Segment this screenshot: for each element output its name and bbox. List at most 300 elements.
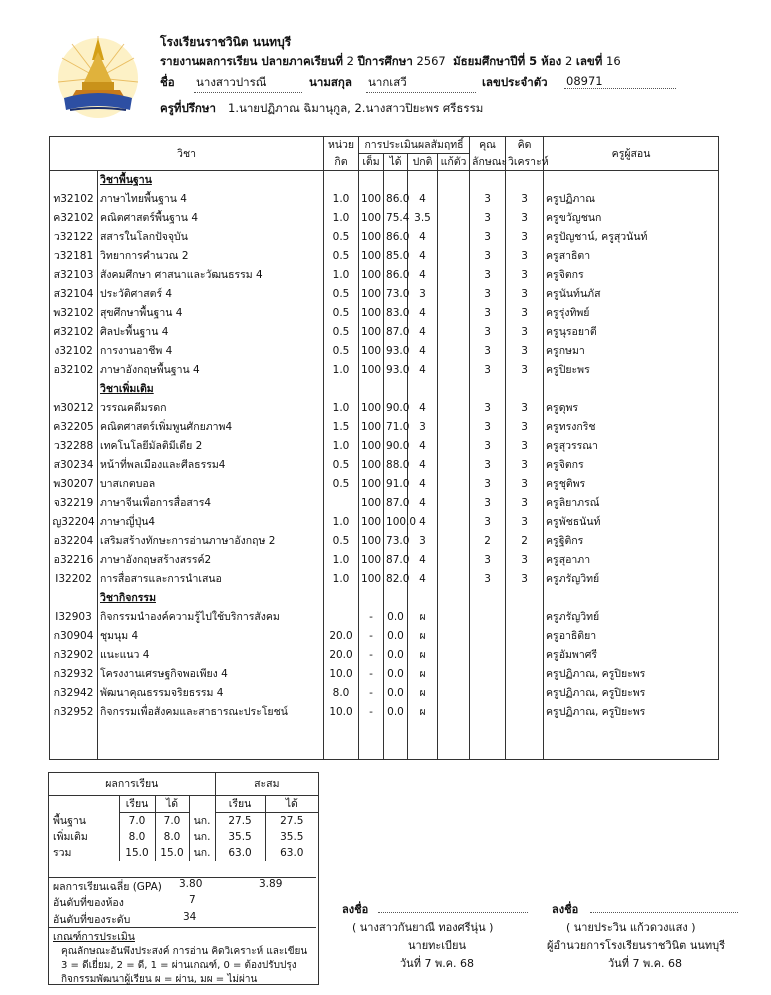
subject-name: การงานอาชีพ 4 [98, 342, 324, 361]
score-cell: 93.0 [384, 342, 408, 361]
subject-code: ส32104 [50, 285, 98, 304]
analysis-cell [506, 703, 544, 722]
report-prefix: รายงานผลการเรียน ปลายภาคเรียนที่ [160, 54, 343, 68]
subject-name: ชุมนุม 4 [98, 627, 324, 646]
character-cell: 3 [470, 285, 506, 304]
year-label: ปีการศึกษา [357, 54, 413, 68]
full-score-cell: - [359, 684, 384, 703]
subject-name: ประวัติศาสตร์ 4 [98, 285, 324, 304]
character-cell: 3 [470, 209, 506, 228]
score-cell: 0.0 [384, 703, 408, 722]
header-got: ได้ [384, 154, 408, 171]
analysis-cell: 3 [506, 437, 544, 456]
full-score-cell: 100 [359, 475, 384, 494]
full-score-cell: - [359, 703, 384, 722]
summary-unit-label: นก. [189, 829, 215, 845]
character-cell: 3 [470, 570, 506, 589]
teacher-cell: ครูจิตกร [544, 266, 719, 285]
remedial-cell [438, 304, 470, 323]
remedial-cell [438, 703, 470, 722]
analysis-cell: 3 [506, 418, 544, 437]
section-title: วิชาพื้นฐาน [98, 171, 324, 191]
summary-got-value: 15.0 [155, 845, 189, 861]
school-name: โรงเรียนราชวินิต นนทบุรี [160, 35, 292, 49]
full-score-cell: 100 [359, 285, 384, 304]
table-filler-row [50, 722, 719, 760]
credit-cell: 1.0 [324, 437, 359, 456]
remedial-cell [438, 551, 470, 570]
grade-cell: ผ [408, 646, 438, 665]
empty-cell [359, 589, 384, 608]
teacher-cell: ครูสุอาภา [544, 551, 719, 570]
grade-cell: 4 [408, 266, 438, 285]
full-score-cell: 100 [359, 361, 384, 380]
score-cell: 87.0 [384, 551, 408, 570]
teacher-cell: ครูทรงกริช [544, 418, 719, 437]
score-cell: 0.0 [384, 665, 408, 684]
remedial-cell [438, 570, 470, 589]
score-cell: 0.0 [384, 684, 408, 703]
subject-code: ญ32204 [50, 513, 98, 532]
teacher-cell: ครูดุพร [544, 399, 719, 418]
grade-cell: 4 [408, 570, 438, 589]
summary-got-value: 7.0 [155, 813, 189, 830]
table-row [50, 342, 719, 361]
remedial-cell [438, 684, 470, 703]
teacher-cell: ครูฐิติกร [544, 532, 719, 551]
subject-code: อ32204 [50, 532, 98, 551]
summary-got-value: 8.0 [155, 829, 189, 845]
name-value: นางสาวปารณี [194, 74, 302, 93]
subject-name: ภาษาอังกฤษสร้างสรรค์2 [98, 551, 324, 570]
student-id-label: เลขประจำตัว [482, 75, 548, 89]
analysis-cell: 3 [506, 361, 544, 380]
credit-cell: 10.0 [324, 665, 359, 684]
subject-code: ง32102 [50, 342, 98, 361]
header-credit-top: หน่วย [324, 137, 359, 154]
name-label: ชื่อ [160, 75, 175, 89]
character-cell: 3 [470, 399, 506, 418]
teacher-cell: ครูลิยาภรณ์ [544, 494, 719, 513]
empty-cell [324, 589, 359, 608]
teacher-cell: ครูพัชธนันท์ [544, 513, 719, 532]
teacher-cell: ครูอัมพาศรี [544, 646, 719, 665]
header-evaluation: การประเมินผลสัมฤทธิ์ [359, 137, 470, 154]
subject-name: เทคโนโลยีมัลติมีเดีย 2 [98, 437, 324, 456]
remedial-cell [438, 266, 470, 285]
subject-code: พ32102 [50, 304, 98, 323]
empty-cell [470, 380, 506, 399]
director-date: วันที่ 7 พ.ค. 68 [608, 957, 683, 970]
subject-code: ก30904 [50, 627, 98, 646]
subject-code: ศ32102 [50, 323, 98, 342]
rank-room-value: 7 [189, 894, 196, 906]
summary-acc-study-value: 63.0 [215, 845, 265, 861]
character-cell: 3 [470, 456, 506, 475]
analysis-cell: 3 [506, 209, 544, 228]
number-label: เลขที่ [575, 54, 603, 68]
teacher-cell: ครูปฏิภาณ, ครูปิยะพร [544, 703, 719, 722]
empty-cell [384, 589, 408, 608]
empty-cell [408, 380, 438, 399]
credit-cell: 20.0 [324, 627, 359, 646]
teacher-cell: ครูภรัญวิทย์ [544, 608, 719, 627]
summary-table [49, 773, 318, 861]
rank-room-line [53, 894, 196, 911]
character-cell: 3 [470, 228, 506, 247]
section-row [50, 171, 719, 191]
score-cell: 85.0 [384, 247, 408, 266]
subject-name: สสารในโลกปัจจุบัน [98, 228, 324, 247]
empty-cell [359, 722, 384, 760]
character-cell: 3 [470, 494, 506, 513]
summary-row-label: พื้นฐาน [53, 814, 86, 827]
grade-cell: ผ [408, 608, 438, 627]
credit-cell: 1.0 [324, 361, 359, 380]
summary-row-label: รวม [53, 847, 72, 859]
table-row [50, 418, 719, 437]
gpa-accumulated-value: 3.89 [259, 878, 283, 890]
table-row [50, 646, 719, 665]
subject-code: ก32952 [50, 703, 98, 722]
full-score-cell: 100 [359, 399, 384, 418]
summary-row [49, 813, 318, 830]
table-row [50, 627, 719, 646]
empty-cell [98, 722, 324, 760]
subject-name: คณิตศาสตร์เพิ่มพูนศักยภาพ4 [98, 418, 324, 437]
summary-row [49, 845, 318, 861]
subject-code: พ30207 [50, 475, 98, 494]
character-cell: 3 [470, 513, 506, 532]
character-cell: 3 [470, 266, 506, 285]
analysis-cell: 3 [506, 190, 544, 209]
character-cell: 3 [470, 418, 506, 437]
section-row [50, 380, 719, 399]
full-score-cell: 100 [359, 551, 384, 570]
full-score-cell: - [359, 608, 384, 627]
teacher-cell: ครูรุ่งทิพย์ [544, 304, 719, 323]
gpa-label: ผลการเรียนเฉลี่ย (GPA) [53, 881, 162, 893]
grade-cell: 3 [408, 418, 438, 437]
remedial-cell [438, 323, 470, 342]
remedial-cell [438, 399, 470, 418]
teacher-cell: ครูปฏิภาณ [544, 190, 719, 209]
analysis-cell: 3 [506, 266, 544, 285]
teacher-cell: ครูจิตกร [544, 456, 719, 475]
director-position: ผู้อำนวยการโรงเรียนราชวินิต นนทบุรี [547, 939, 726, 952]
table-row [50, 684, 719, 703]
character-cell [470, 684, 506, 703]
header-character-bottom: ลักษณะ [470, 154, 506, 171]
teacher-cell: ครูปฏิภาณ, ครูปิยะพร [544, 684, 719, 703]
analysis-cell: 3 [506, 513, 544, 532]
grades-table [49, 136, 719, 760]
analysis-cell: 3 [506, 475, 544, 494]
empty-cell [324, 380, 359, 399]
school-emblem-logo [52, 30, 144, 122]
character-cell: 3 [470, 551, 506, 570]
subject-name: กิจกรรมเพื่อสังคมและสาธารณะประโยชน์ [98, 703, 324, 722]
empty-cell [506, 589, 544, 608]
subject-code: ก32942 [50, 684, 98, 703]
credit-cell: 1.0 [324, 570, 359, 589]
rank-room-label: อันดับที่ของห้อง [53, 897, 124, 909]
analysis-cell: 3 [506, 285, 544, 304]
subject-name: คณิตศาสตร์พื้นฐาน 4 [98, 209, 324, 228]
credit-cell: 0.5 [324, 475, 359, 494]
summary-acc-got-value: 27.5 [265, 813, 318, 830]
subject-code: ส32103 [50, 266, 98, 285]
analysis-cell: 3 [506, 342, 544, 361]
grade-cell: 4 [408, 190, 438, 209]
full-score-cell: 100 [359, 494, 384, 513]
credit-cell: 1.0 [324, 551, 359, 570]
score-cell: 71.0 [384, 418, 408, 437]
score-cell: 100.0 [384, 513, 408, 532]
teacher-cell: ครูภรัญวิทย์ [544, 570, 719, 589]
empty-cell [324, 722, 359, 760]
subject-name: แนะแนว 4 [98, 646, 324, 665]
credit-cell: 1.0 [324, 513, 359, 532]
score-cell: 83.0 [384, 304, 408, 323]
remedial-cell [438, 209, 470, 228]
subject-name: หน้าที่พลเมืองและศีลธรรม4 [98, 456, 324, 475]
subject-name: วิทยาการคำนวณ 2 [98, 247, 324, 266]
empty-cell [470, 171, 506, 191]
full-score-cell: 100 [359, 266, 384, 285]
empty-cell [384, 171, 408, 191]
summary-study-value: 15.0 [119, 845, 155, 861]
subject-code: อ32216 [50, 551, 98, 570]
advisor-names: 1.นายปฏิภาณ ฉิมานุกูล, 2.นางสาวปิยะพร ศรีธรรม [228, 101, 484, 115]
score-cell: 0.0 [384, 627, 408, 646]
full-score-cell: 100 [359, 570, 384, 589]
grade-cell: 3.5 [408, 209, 438, 228]
empty-cell [544, 171, 719, 191]
grade-cell: ผ [408, 627, 438, 646]
empty-cell [359, 380, 384, 399]
subject-code: ว32288 [50, 437, 98, 456]
grade-cell: ผ [408, 684, 438, 703]
remedial-cell [438, 437, 470, 456]
subject-name: การสื่อสารและการนำเสนอ [98, 570, 324, 589]
table-row [50, 551, 719, 570]
criteria-line-2: 3 = ดีเยี่ยม, 2 = ดี, 1 = ผ่านเกณฑ์, 0 = ต้องปรับปรุง [61, 960, 297, 971]
subject-code: ท30212 [50, 399, 98, 418]
character-cell: 3 [470, 361, 506, 380]
grade-cell: 4 [408, 247, 438, 266]
analysis-cell [506, 684, 544, 703]
full-score-cell: 100 [359, 323, 384, 342]
score-cell: 91.0 [384, 475, 408, 494]
analysis-cell: 3 [506, 456, 544, 475]
subject-name: ภาษาญี่ปุ่น4 [98, 513, 324, 532]
teacher-cell: ครูนุรอยาตี [544, 323, 719, 342]
term-value: 2 [346, 54, 354, 68]
section-row [50, 589, 719, 608]
empty-cell [544, 589, 719, 608]
character-cell: 3 [470, 247, 506, 266]
credit-cell [324, 494, 359, 513]
grade-cell: 4 [408, 304, 438, 323]
section-title: วิชาเพิ่มเติม [98, 380, 324, 399]
grade-cell: 4 [408, 513, 438, 532]
grade-cell: 4 [408, 323, 438, 342]
table-row [50, 513, 719, 532]
full-score-cell: 100 [359, 228, 384, 247]
surname-value: นากเสวี [366, 74, 476, 93]
header-normal: ปกติ [408, 154, 438, 171]
header-full: เต็ม [359, 154, 384, 171]
score-cell: 90.0 [384, 437, 408, 456]
credit-cell: 1.0 [324, 209, 359, 228]
subject-code: ว32181 [50, 247, 98, 266]
full-score-cell: 100 [359, 513, 384, 532]
credit-cell: 0.5 [324, 228, 359, 247]
summary-row-label: เพิ่มเติม [53, 831, 88, 843]
header-analysis-top: คิด [506, 137, 544, 154]
empty-cell [470, 589, 506, 608]
registrar-sign-label: ลงชื่อ [342, 903, 369, 916]
summary-unit-label: นก. [189, 813, 215, 830]
character-cell [470, 627, 506, 646]
empty-cell [324, 171, 359, 191]
score-cell: 86.0 [384, 228, 408, 247]
subject-name: ภาษาอังกฤษพื้นฐาน 4 [98, 361, 324, 380]
empty-cell [384, 380, 408, 399]
remedial-cell [438, 627, 470, 646]
credit-cell: 1.0 [324, 190, 359, 209]
summary-row [49, 829, 318, 845]
analysis-cell: 3 [506, 399, 544, 418]
credit-cell: 0.5 [324, 304, 359, 323]
grade-cell: ผ [408, 665, 438, 684]
empty-cell [384, 722, 408, 760]
analysis-cell: 3 [506, 304, 544, 323]
remedial-cell [438, 456, 470, 475]
character-cell: 3 [470, 323, 506, 342]
registrar-position: นายทะเบียน [408, 939, 467, 952]
section-title: วิชากิจกรรม [98, 589, 324, 608]
gpa-line [49, 877, 316, 895]
empty-cell [544, 722, 719, 760]
character-cell: 2 [470, 532, 506, 551]
score-cell: 82.0 [384, 570, 408, 589]
full-score-cell: - [359, 646, 384, 665]
section-code-cell [50, 380, 98, 399]
empty-cell [438, 171, 470, 191]
summary-result-header: ผลการเรียน [49, 773, 215, 796]
full-score-cell: 100 [359, 532, 384, 551]
analysis-cell: 2 [506, 532, 544, 551]
rank-level-line [53, 911, 197, 928]
table-row [50, 361, 719, 380]
grade-cell: 4 [408, 551, 438, 570]
remedial-cell [438, 418, 470, 437]
teacher-cell: ครูปัญชาน์, ครูสุวนันท์ [544, 228, 719, 247]
teacher-cell: ครูกษมา [544, 342, 719, 361]
surname-label: นามสกุล [309, 75, 352, 89]
table-row [50, 228, 719, 247]
summary-acc-got-value: 63.0 [265, 845, 318, 861]
header-subject: วิชา [50, 137, 324, 171]
credit-cell: 8.0 [324, 684, 359, 703]
table-row [50, 399, 719, 418]
character-cell: 3 [470, 475, 506, 494]
analysis-cell [506, 627, 544, 646]
subject-code: I32202 [50, 570, 98, 589]
remedial-cell [438, 361, 470, 380]
table-row [50, 608, 719, 627]
analysis-cell: 3 [506, 570, 544, 589]
score-cell: 73.0 [384, 285, 408, 304]
subject-name: ภาษาไทยพื้นฐาน 4 [98, 190, 324, 209]
criteria-line-3: กิจกรรมพัฒนาผู้เรียน ผ = ผ่าน, มผ = ไม่ผ่าน [61, 974, 258, 985]
summary-rows [49, 813, 318, 862]
analysis-cell [506, 665, 544, 684]
table-row [50, 266, 719, 285]
remedial-cell [438, 532, 470, 551]
criteria-line-1: คุณลักษณะอันพึงประสงค์ การอ่าน คิดวิเคราะห์ และเขียน [61, 946, 308, 957]
subject-name: กิจกรรมนำองค์ความรู้ไปใช้บริการสังคม [98, 608, 324, 627]
analysis-cell: 3 [506, 247, 544, 266]
grade-cell: 4 [408, 342, 438, 361]
empty-cell [408, 589, 438, 608]
subject-code: ท32102 [50, 190, 98, 209]
director-name: ( นายประวิน แก้วดวงแสง ) [566, 921, 696, 934]
remedial-cell [438, 285, 470, 304]
remedial-cell [438, 342, 470, 361]
subject-code: ก32932 [50, 665, 98, 684]
grade-cell: 4 [408, 494, 438, 513]
grade-cell: 4 [408, 399, 438, 418]
subject-code: จ32219 [50, 494, 98, 513]
remedial-cell [438, 190, 470, 209]
score-cell: 88.0 [384, 456, 408, 475]
credit-cell: 1.0 [324, 266, 359, 285]
credit-cell: 20.0 [324, 646, 359, 665]
report-title-line [160, 53, 621, 71]
full-score-cell: 100 [359, 190, 384, 209]
table-row [50, 209, 719, 228]
registrar-name: ( นางสาวกันยาณี ทองศรีนุ่น ) [352, 921, 494, 934]
subject-name: ศิลปะพื้นฐาน 4 [98, 323, 324, 342]
score-cell: 86.0 [384, 190, 408, 209]
score-cell: 0.0 [384, 646, 408, 665]
score-cell: 0.0 [384, 608, 408, 627]
score-cell: 87.0 [384, 494, 408, 513]
empty-cell [408, 171, 438, 191]
table-row [50, 665, 719, 684]
summary-acc-study-value: 27.5 [215, 813, 265, 830]
header-analysis-bottom: วิเคราะห์ [506, 154, 544, 171]
remedial-cell [438, 513, 470, 532]
score-cell: 87.0 [384, 323, 408, 342]
empty-cell [408, 722, 438, 760]
teacher-cell: ครูสาธิตา [544, 247, 719, 266]
subject-code: ค32102 [50, 209, 98, 228]
subject-name: พัฒนาคุณธรรมจริยธรรม 4 [98, 684, 324, 703]
credit-cell: 0.5 [324, 247, 359, 266]
credit-cell: 10.0 [324, 703, 359, 722]
table-row [50, 190, 719, 209]
gpa-value: 3.80 [179, 878, 203, 890]
full-score-cell: 100 [359, 418, 384, 437]
subject-code: I32903 [50, 608, 98, 627]
advisor-label: ครูที่ปรึกษา [160, 101, 216, 115]
remedial-cell [438, 247, 470, 266]
credit-cell: 0.5 [324, 342, 359, 361]
